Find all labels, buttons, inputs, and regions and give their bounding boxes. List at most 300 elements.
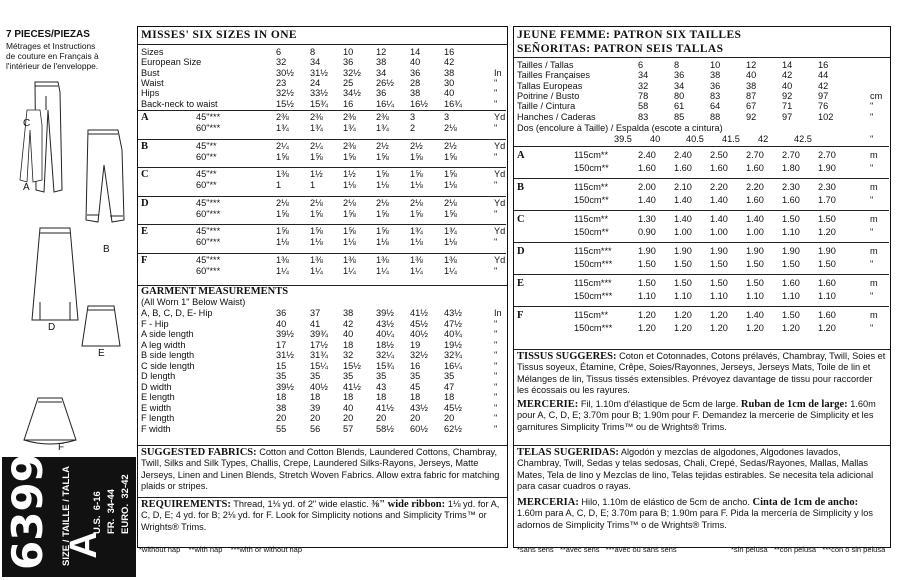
garment-value: 39½ (276, 381, 294, 392)
yardage-value: 1¼ (310, 265, 323, 276)
fr-yardage-value: 1.50 (674, 278, 692, 288)
garment-value: 60½ (410, 423, 428, 434)
garment-row (138, 350, 506, 360)
fr-yardage-value: 1.60 (746, 195, 764, 205)
fr-yardage-value: 1.40 (710, 214, 728, 224)
fr-fabric-width: 115cm** (574, 214, 609, 224)
yardage-value: 1¼ (343, 265, 356, 276)
yardage-value: 2⅜ (343, 140, 356, 151)
dos-value: 42.5 (794, 134, 812, 144)
garment-label: A leg width (141, 339, 186, 350)
yardage-value: 2½ (376, 140, 389, 151)
measure-label: Sizes (141, 47, 164, 57)
misses-title: MISSES' SIX SIZES IN ONE (141, 29, 297, 41)
fr-yardage-value: 1.20 (674, 323, 692, 333)
garment-value: 18 (343, 339, 354, 350)
fr-view-letter: B (517, 182, 525, 193)
measure-value: 25 (343, 77, 354, 88)
fr-yardage-value: 1.20 (638, 310, 656, 320)
fr-fabric-width: 115cm** (574, 182, 609, 192)
garment-label: E length (141, 392, 175, 402)
yardage-unit: " (494, 123, 498, 133)
fr-measure-value: 42 (782, 70, 793, 81)
view-letter: C (141, 169, 149, 180)
yardage-value: 1⅝ (310, 151, 323, 162)
garment-value: 38 (276, 402, 287, 413)
fr-measure-value: 34 (638, 70, 649, 81)
fr-yardage-value: 2.70 (818, 150, 836, 160)
measure-value: 16¾ (444, 98, 462, 109)
garment-value: 62½ (444, 423, 462, 434)
fr-measure-value: 92 (746, 111, 757, 122)
misses-footnote: *without nap **with nap ***with or without nap (139, 545, 303, 554)
garment-value: 45½ (444, 402, 462, 413)
measure-value: 23 (276, 77, 287, 88)
yardage-value: 2⅛ (410, 197, 423, 208)
french-footnote: *sans sens **avec sens ***avec ou sans sens (517, 545, 677, 554)
garment-value: 43½ (376, 318, 394, 329)
yardage-value: 1⅛ (444, 237, 457, 247)
left-panel (0, 0, 135, 580)
fr-measure-label: Poitrine / Busto (517, 90, 580, 101)
garment-value: 32½ (410, 350, 428, 360)
fr-yardage-value: 2.00 (638, 182, 656, 192)
fr-yardage-value: 1.30 (638, 214, 656, 224)
french-title: JEUNE FEMME: PATRON SIX TAILLES (517, 29, 742, 41)
yardage-value: 2⅜ (376, 112, 389, 122)
fr-measure-value: 80 (674, 90, 685, 101)
fr-yardage-value: 1.50 (710, 278, 728, 288)
fr-yardage-value: 1.50 (638, 259, 656, 269)
garment-value: 31¾ (310, 350, 328, 360)
yardage-value: 1⅝ (444, 169, 457, 179)
fr-measure-value: 14 (782, 60, 793, 70)
garment-unit: In (494, 308, 502, 318)
yardage-value: 1¼ (376, 265, 389, 276)
yardage-row (138, 180, 506, 190)
measure-value: 15½ (276, 98, 294, 109)
garment-value: 39½ (376, 308, 394, 318)
measure-row (138, 47, 506, 57)
garment-row (138, 361, 506, 371)
yardage-value: 1¾ (444, 226, 457, 236)
fr-yardage-value: 1.40 (746, 310, 764, 320)
fr-yardage-value: 1.10 (782, 291, 800, 301)
fr-yardage-row (514, 163, 889, 173)
fr-yardage-value: 1.50 (782, 310, 800, 320)
measure-label: Hips (141, 88, 160, 99)
yardage-value: 1⅝ (444, 208, 457, 219)
yardage-value: 1⅛ (376, 237, 389, 247)
garment-value: 41½ (376, 402, 394, 413)
fr-yardage-value: 1.90 (818, 163, 836, 173)
measure-value: 34 (376, 67, 387, 78)
yardage-unit: Yd (494, 254, 506, 265)
fabric-width: 60"*** (196, 265, 221, 276)
garment-value: 40½ (310, 381, 328, 392)
french-yardage-table (514, 147, 889, 343)
fr-yardage-value: 2.20 (746, 182, 764, 192)
spanish-footnote: *sin pelusa **con pelusa ***con o sin pelusa (731, 545, 886, 554)
yardage-value: 1⅝ (310, 208, 323, 219)
garment-value: 15¼ (310, 360, 328, 371)
measure-value: 38 (410, 88, 421, 99)
fr-measure-value: 92 (782, 90, 793, 101)
dos-value: 39.5 (614, 134, 632, 144)
fr-fabric-width: 115cm** (574, 150, 609, 160)
fr-yardage-value: 1.60 (782, 195, 800, 205)
garment-value: 40¾ (444, 329, 462, 339)
fr-yardage-value: 1.20 (782, 323, 800, 333)
fr-measure-label: Taille / Cintura (517, 101, 576, 112)
tissus-block (517, 351, 886, 397)
view-label-a: A (23, 182, 30, 193)
garment-row (138, 403, 506, 413)
requirements-block (141, 499, 503, 533)
garment-row (138, 382, 506, 392)
requirements-title: REQUIREMENTS: (141, 499, 231, 510)
measure-row (138, 88, 506, 98)
fabric-width: 45"** (196, 169, 217, 179)
measure-label: Back-neck to waist (141, 98, 218, 109)
fr-measure-value: 87 (746, 90, 757, 101)
fr-yardage-value: 1.20 (818, 227, 836, 237)
fr-measure-value: 76 (818, 101, 829, 112)
fr-yardage-value: 1.80 (782, 163, 800, 173)
fabric-width: 60"*** (196, 123, 221, 133)
dos-value: 42 (758, 134, 769, 144)
garment-value: 58½ (376, 423, 394, 434)
fr-yardage-row (514, 227, 889, 237)
garment-value: 37 (310, 308, 321, 318)
fr-yardage-value: 1.50 (638, 278, 656, 288)
fr-yardage-value: 1.40 (674, 214, 692, 224)
measure-value: 34 (310, 57, 321, 68)
yardage-value: 1⅜ (310, 254, 323, 265)
fr-yardage-value: 1.00 (674, 227, 692, 237)
fr-yardage-value: 2.10 (674, 182, 692, 192)
measure-label: Bust (141, 67, 160, 78)
garment-value: 47 (444, 381, 455, 392)
fr-yardage-row (514, 323, 889, 333)
measure-unit: " (494, 98, 498, 109)
fr-yardage-value: 1.40 (710, 195, 728, 205)
yardage-value: 1⅝ (276, 226, 289, 236)
fr-yardage-unit: " (870, 323, 874, 333)
yardage-row (138, 152, 506, 162)
garment-value: 43 (376, 381, 387, 392)
size-fr (106, 454, 118, 534)
view-label-d: D (48, 322, 56, 333)
garment-label: A side length (141, 329, 194, 339)
fr-fabric-width: 115cm*** (574, 246, 612, 256)
yardage-value: 1⅝ (376, 226, 389, 236)
garment-value: 20 (410, 413, 421, 423)
garment-value: 40 (276, 318, 287, 329)
fr-dos-values (514, 134, 889, 144)
yardage-value: 2⅜ (276, 112, 289, 122)
yardage-value: 1⅝ (410, 208, 423, 219)
fr-measure-value: 36 (710, 80, 721, 91)
measure-value: 12 (376, 47, 387, 57)
view-letter: D (141, 197, 149, 209)
garment-value: 41½ (343, 381, 361, 392)
garment-value: 42 (343, 318, 354, 329)
garment-value: 35 (276, 371, 287, 381)
yardage-unit: " (494, 265, 498, 276)
fr-measure-value: 6 (638, 60, 644, 70)
fr-measure-unit: " (870, 111, 874, 122)
yardage-value: 1 (276, 180, 282, 190)
fr-fabric-width: 150cm*** (574, 323, 613, 333)
fr-yardage-unit: m (870, 150, 878, 160)
yardage-value: 1¾ (310, 123, 323, 133)
fr-yardage-value: 1.00 (710, 227, 728, 237)
tissus-title: TISSUS SUGGERES: (517, 351, 617, 362)
yardage-value: 1⅝ (410, 151, 423, 162)
measure-value: 16 (444, 47, 455, 57)
garment-unit: " (494, 392, 498, 402)
fr-fabric-width: 150cm** (574, 195, 609, 205)
garment-value: 31½ (276, 350, 294, 360)
garment-value: 19½ (444, 339, 462, 350)
fr-yardage-value: 1.40 (674, 195, 692, 205)
garment-value: 20 (376, 413, 387, 423)
garment-value: 15 (276, 360, 287, 371)
yardage-row (138, 141, 506, 151)
fr-yardage-row (514, 259, 889, 269)
fr-measure-row (514, 112, 889, 122)
french-body-table (514, 60, 889, 124)
fr-measure-value: 83 (638, 111, 649, 122)
garment-unit: " (494, 318, 498, 329)
measure-label: Waist (141, 77, 164, 88)
misses-body-table (138, 47, 506, 111)
garment-value: 20 (310, 413, 321, 423)
yardage-value: 1⅝ (376, 169, 389, 179)
fabric-width: 60"*** (196, 237, 221, 247)
garment-row (138, 413, 506, 423)
fr-measure-row (514, 91, 889, 101)
garment-value: 15½ (343, 360, 361, 371)
yardage-value: 1½ (310, 169, 323, 179)
mercerie-text-2: 1.60m pour A, C, D, E; 3.70m pour B; 1.90m pour F. Demandez la mercerie de Simplicity et les garnitures Simplicity Trims™ ou de Wrights® Trims. (517, 399, 876, 432)
view-letter: A (141, 112, 149, 123)
garment-label: D width (141, 381, 172, 392)
yardage-value: 1⅛ (444, 180, 457, 190)
merceria-title: MERCERIA: (517, 497, 579, 508)
fr-measure-unit: cm (870, 90, 883, 101)
garment-value: 32 (343, 350, 354, 360)
yardage-value: 3 (444, 112, 450, 122)
garment-value: 35 (343, 371, 354, 381)
fr-yardage-value: 1.10 (746, 291, 764, 301)
fabric-width: 45"*** (196, 197, 221, 208)
garment-value: 45 (410, 381, 421, 392)
garment-row (138, 319, 506, 329)
fr-fabric-width: 150cm*** (574, 291, 613, 301)
fr-yardage-value: 1.90 (818, 246, 836, 256)
fabrics-text: Cotton and Cotton Blends, Laundered Cottons, Chambray, Twill, Silks and Silk Types, Challis, Crepe, Laundered Silks-Rayons, Jerseys, Matte Jerseys, Linen and Linen Blends, Stretch Woven Fabrics. Allow extra fabric for matching plaids or stripes. (141, 447, 500, 492)
yardage-value: 2⅛ (444, 197, 457, 208)
fr-yardage-value: 1.90 (710, 246, 728, 256)
size-label: SIZE / TAILLE / TALLA (61, 466, 72, 566)
fr-measure-value: 10 (710, 60, 721, 70)
fr-yardage-value: 1.10 (638, 291, 656, 301)
garment-value: 35 (310, 371, 321, 381)
fr-yardage-value: 1.50 (818, 259, 836, 269)
fr-measure-label: Tailles Françaises (517, 70, 591, 81)
yardage-value: 1⅜ (343, 254, 356, 265)
garment-title: GARMENT MEASUREMENTS (141, 286, 289, 297)
fr-yardage-unit: " (870, 259, 874, 269)
fr-yardage-value: 1.40 (746, 214, 764, 224)
fr-yardage-value: 1.50 (818, 214, 836, 224)
fr-yardage-row (514, 214, 889, 224)
fr-measure-label: Hanches / Caderas (517, 111, 596, 122)
garment-unit: " (494, 360, 498, 371)
garment-value: 40¼ (376, 329, 394, 339)
measure-value: 40 (444, 88, 455, 99)
fr-yardage-row (514, 246, 889, 256)
measure-unit: " (494, 88, 498, 99)
measure-value: 36 (343, 57, 354, 68)
garment-value: 32¼ (376, 350, 394, 360)
fr-yardage-value: 1.50 (746, 278, 764, 288)
garment-label: F width (141, 423, 171, 434)
pieces-sub-3: l'intérieur de l'enveloppe. (6, 61, 99, 71)
garment-value: 40½ (410, 329, 428, 339)
yardage-unit: " (494, 208, 498, 219)
fr-measure-value: 38 (710, 70, 721, 81)
fr-yardage-unit: m (870, 214, 878, 224)
garment-value: 41 (310, 318, 321, 329)
garment-value: 18 (276, 392, 287, 402)
fr-yardage-row (514, 150, 889, 160)
telas-block (517, 447, 886, 493)
garment-value: 18 (444, 392, 455, 402)
fabric-width: 45"*** (196, 254, 221, 265)
yardage-value: 2½ (444, 140, 457, 151)
yardage-value: 2¼ (310, 140, 323, 151)
fr-yardage-value: 1.20 (674, 310, 692, 320)
garment-unit: " (494, 381, 498, 392)
garment-row (138, 329, 506, 339)
garment-row (138, 340, 506, 350)
fabric-width: 60"*** (196, 208, 221, 219)
view-letter: E (141, 226, 149, 237)
garment-value: 16¼ (444, 360, 462, 371)
fr-measure-value: 8 (674, 60, 680, 70)
yardage-value: 1⅝ (276, 151, 289, 162)
mercerie-text-1: Fil, 1.10m d'élastique de 5cm de large. (580, 399, 739, 409)
fr-yardage-value: 1.60 (710, 163, 728, 173)
garment-row (138, 371, 506, 381)
yardage-value: 2½ (410, 140, 423, 151)
yardage-unit: Yd (494, 226, 506, 236)
fr-fabric-width: 115cm** (574, 310, 609, 320)
fr-view-letter: C (517, 214, 525, 225)
measure-row (138, 57, 506, 67)
garment-value: 35 (376, 371, 387, 381)
measure-value: 16¼ (376, 98, 394, 109)
yardage-value: 1⅛ (410, 237, 423, 247)
garment-value: 20 (276, 413, 287, 423)
yardage-value: 1 (310, 180, 316, 190)
garment-value: 43½ (410, 402, 428, 413)
fr-measure-value: 38 (746, 80, 757, 91)
fr-yardage-value: 1.40 (638, 195, 656, 205)
size-euro-region: EURO. (120, 503, 131, 534)
measure-value: 40 (410, 57, 421, 68)
fabric-width: 45"*** (196, 112, 221, 122)
garment-value: 17½ (310, 339, 328, 350)
fr-measure-value: 85 (674, 111, 685, 122)
size-fr-range: 34-44 (106, 489, 117, 514)
yardage-value: 1¼ (444, 265, 457, 276)
fabric-width: 60"** (196, 151, 217, 162)
size-euro (120, 454, 132, 534)
garment-value: 18½ (376, 339, 394, 350)
fr-yardage-value: 1.60 (638, 163, 656, 173)
fr-yardage-value: 1.50 (674, 259, 692, 269)
fabrics-title: SUGGESTED FABRICS: (141, 447, 257, 458)
size-us-region: U.S. (92, 515, 103, 534)
yardage-value: 1⅜ (376, 254, 389, 265)
garment-value: 18 (376, 392, 387, 402)
fr-yardage-unit: m (870, 246, 878, 256)
spanish-title: SEÑORITAS: PATRON SEIS TALLAS (517, 43, 724, 55)
yardage-unit: Yd (494, 197, 506, 208)
garment-value: 39 (310, 402, 321, 413)
garment-value: 17 (276, 339, 287, 350)
garment-value: 39¾ (310, 329, 328, 339)
size-us-range: 6-16 (92, 491, 103, 511)
fr-yardage-value: 1.50 (782, 214, 800, 224)
yardage-row (138, 255, 506, 265)
garment-unit: " (494, 413, 498, 423)
fr-yardage-value: 1.60 (818, 278, 836, 288)
fr-yardage-unit: " (870, 195, 874, 205)
fabric-width: 45"** (196, 140, 217, 151)
fr-view-letter: F (517, 310, 524, 321)
view-label-c: C (23, 118, 31, 129)
yardage-value: 1¾ (343, 123, 356, 133)
garment-value: 38 (343, 308, 354, 318)
fr-yardage-row (514, 310, 889, 320)
fr-measure-label: Tallas Europeas (517, 80, 583, 91)
yardage-row (138, 226, 506, 236)
garment-value: 41½ (410, 308, 428, 318)
yardage-value: 2⅛ (343, 197, 356, 208)
yardage-value: 1¾ (276, 123, 289, 133)
fabric-width: 45"*** (196, 226, 221, 236)
fr-measure-value: 83 (710, 90, 721, 101)
fr-measure-unit: " (870, 101, 874, 112)
fr-yardage-value: 0.90 (638, 227, 656, 237)
telas-text: Algodón y mezclas de algodones, Algodones lavados, Chambray, Twill, Sedas y telas sedosas, Chali, Crepé, Sedas/Rayones, Mallas, Mallas Mates, Tela de lino y Mezclas de lino, Telas tejidas estirables. Se necesita tela adicional para casar cuadros o rayas. (517, 447, 874, 492)
fr-measure-value: 44 (818, 70, 829, 81)
garment-sketches (0, 70, 135, 510)
measure-value: 33½ (310, 88, 328, 99)
garment-value: 20 (343, 413, 354, 423)
requirements-text-1: Thread, 1⅛ yd. of 2" wide elastic. (233, 499, 369, 509)
garment-unit: " (494, 339, 498, 350)
fr-yardage-value: 1.90 (638, 246, 656, 256)
fr-yardage-value: 1.20 (746, 323, 764, 333)
fr-yardage-value: 1.20 (638, 323, 656, 333)
measure-value: 32½ (343, 67, 361, 78)
